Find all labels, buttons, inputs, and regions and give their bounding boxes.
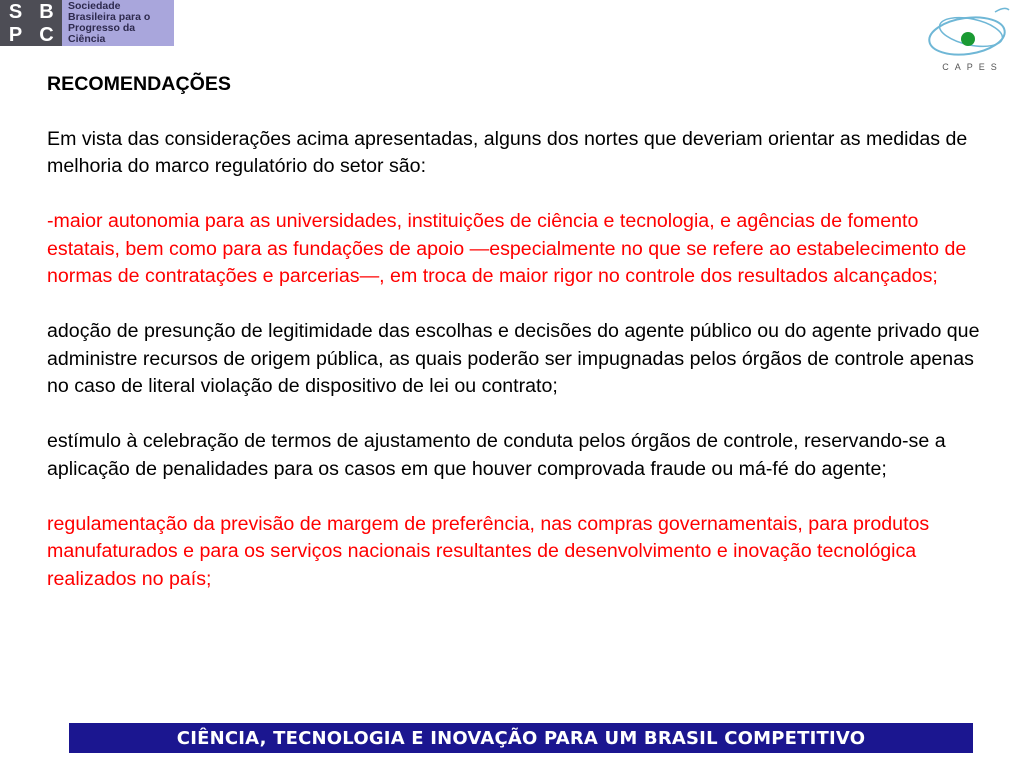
sbpc-monogram-letter: B xyxy=(39,0,54,23)
sbpc-name-line: Sociedade xyxy=(68,0,121,12)
sbpc-name xyxy=(62,0,150,46)
recommendation-preference-margin: regulamentação da previsão de margem de preferência, nas compras governamentais, para produtos manufaturados e para os serviços nacionais resultantes de desenvolvimento e inovação tecnológica realizados no país; xyxy=(47,512,930,590)
capes-orbit-icon xyxy=(921,0,1024,62)
capes-label: CAPES xyxy=(942,62,1003,72)
sbpc-name-line: Ciência xyxy=(68,33,106,45)
sbpc-monogram-letter: S xyxy=(8,0,23,23)
capes-logo xyxy=(921,0,1024,80)
sbpc-monogram-letter: P xyxy=(8,23,23,46)
footer-banner: CIÊNCIA, TECNOLOGIA E INOVAÇÃO PARA UM BRASIL COMPETITIVO xyxy=(69,723,973,753)
intro-paragraph: Em vista das considerações acima apresentadas, alguns dos nortes que deveriam orientar as medidas de melhoria do marco regulatório do setor são: xyxy=(47,127,968,177)
sbpc-monogram-letter: C xyxy=(39,23,54,46)
slide-content xyxy=(47,71,987,621)
recommendation-autonomy: -maior autonomia para as universidades, instituições de ciência e tecnologia, e agências de fomento estatais, bem como para as fundações de apoio —especialmente no que se refere ao estabelecimento de normas de contratações e parcerias—, em troca de maior rigor no controle dos resultados alcançados; xyxy=(47,210,967,287)
slide-heading: RECOMENDAÇÕES xyxy=(47,73,231,95)
sbpc-logo xyxy=(0,0,174,46)
sbpc-name-line: Progresso da xyxy=(68,22,136,34)
sbpc-name-line: Brasileira para o xyxy=(68,11,151,23)
recommendation-legitimacy: adoção de presunção de legitimidade das escolhas e decisões do agente público ou do agente privado que administre recursos de origem pública, as quais poderão ser impugnadas pelos órgãos de controle apenas no caso de literal violação de dispositivo de lei ou contrato; xyxy=(47,320,980,397)
recommendation-conduct-terms: estímulo à celebração de termos de ajustamento de conduta pelos órgãos de controle, reservando-se a aplicação de penalidades para os casos em que houver comprovada fraude ou má-fé do agente; xyxy=(47,430,946,480)
sbpc-monogram xyxy=(0,0,62,46)
